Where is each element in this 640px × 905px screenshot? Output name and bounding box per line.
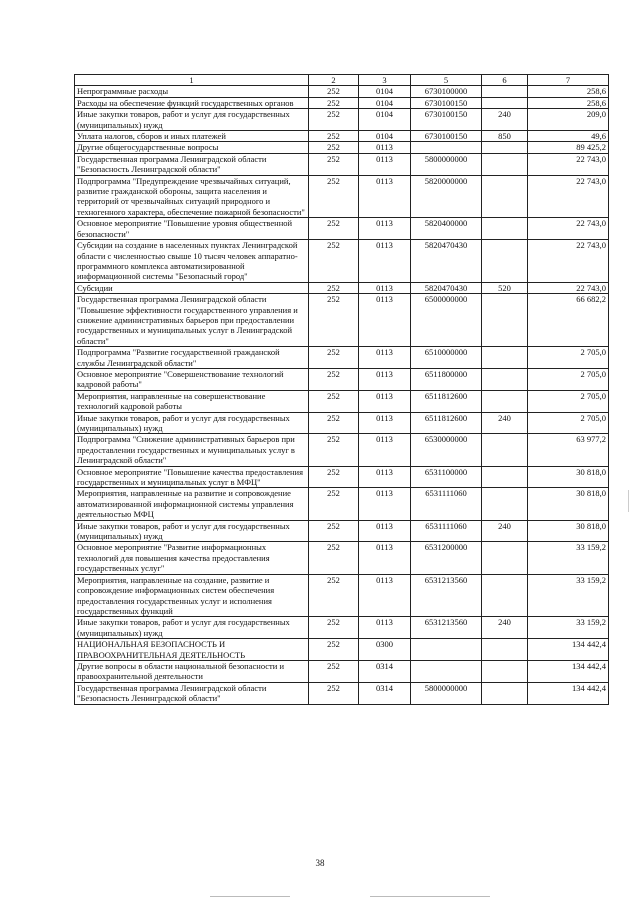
table-row — [75, 240, 609, 283]
row-section: 0113 — [359, 347, 411, 369]
row-kind — [482, 347, 528, 369]
row-name: Иные закупки товаров, работ и услуг для государственных (муниципальных) нужд — [75, 412, 309, 434]
header-cell: 2 — [309, 75, 359, 86]
row-target: 6531213560 — [411, 574, 482, 617]
row-sum: 2 705,0 — [528, 390, 609, 412]
table-row — [75, 294, 609, 347]
row-section: 0113 — [359, 466, 411, 488]
row-target: 6511812600 — [411, 390, 482, 412]
row-target: 6530000000 — [411, 434, 482, 466]
table-row — [75, 153, 609, 175]
row-sum: 30 818,0 — [528, 488, 609, 520]
row-target — [411, 639, 482, 661]
row-sum: 134 442,4 — [528, 682, 609, 704]
row-kind — [482, 390, 528, 412]
row-section: 0113 — [359, 412, 411, 434]
table-row — [75, 542, 609, 574]
row-target: 5820470430 — [411, 240, 482, 283]
row-code: 252 — [309, 153, 359, 175]
row-target: 6500000000 — [411, 294, 482, 347]
table-row — [75, 131, 609, 142]
row-name: Основное мероприятие "Повышение уровня общественной безопасности" — [75, 218, 309, 240]
row-kind — [482, 368, 528, 390]
row-kind: 240 — [482, 520, 528, 542]
row-code: 252 — [309, 466, 359, 488]
row-kind — [482, 240, 528, 283]
row-section: 0113 — [359, 542, 411, 574]
table-row — [75, 617, 609, 639]
table-row — [75, 488, 609, 520]
table-row — [75, 520, 609, 542]
row-kind — [482, 175, 528, 218]
row-name: Иные закупки товаров, работ и услуг для государственных (муниципальных) нужд — [75, 617, 309, 639]
row-sum: 2 705,0 — [528, 412, 609, 434]
row-kind — [482, 660, 528, 682]
row-name: Непрограммные расходы — [75, 86, 309, 97]
row-section: 0314 — [359, 682, 411, 704]
row-code: 252 — [309, 109, 359, 131]
row-target: 5800000000 — [411, 153, 482, 175]
row-code: 252 — [309, 639, 359, 661]
scan-artifact — [628, 490, 629, 512]
table-row — [75, 282, 609, 293]
header-cell: 6 — [482, 75, 528, 86]
row-target: 5820000000 — [411, 175, 482, 218]
row-target: 6531111060 — [411, 488, 482, 520]
row-code: 252 — [309, 520, 359, 542]
row-target: 6730100150 — [411, 131, 482, 142]
header-row — [75, 75, 609, 86]
row-section: 0314 — [359, 660, 411, 682]
row-sum: 2 705,0 — [528, 368, 609, 390]
budget-table — [74, 74, 609, 705]
row-code: 252 — [309, 142, 359, 153]
row-kind — [482, 466, 528, 488]
row-sum: 258,6 — [528, 86, 609, 97]
row-sum: 49,6 — [528, 131, 609, 142]
table-row — [75, 142, 609, 153]
row-target: 6511800000 — [411, 368, 482, 390]
row-name: Основное мероприятие "Повышение качества предоставления государственных и муниципальных услуг в МФЦ" — [75, 466, 309, 488]
row-name: Основное мероприятие "Совершенствование технологий кадровой работы" — [75, 368, 309, 390]
row-code: 252 — [309, 347, 359, 369]
table-row — [75, 466, 609, 488]
row-code: 252 — [309, 434, 359, 466]
row-section: 0113 — [359, 488, 411, 520]
row-code: 252 — [309, 218, 359, 240]
row-name: НАЦИОНАЛЬНАЯ БЕЗОПАСНОСТЬ И ПРАВООХРАНИТЕЛЬНАЯ ДЕЯТЕЛЬНОСТЬ — [75, 639, 309, 661]
row-kind — [482, 97, 528, 108]
table-row — [75, 109, 609, 131]
row-target: 5800000000 — [411, 682, 482, 704]
row-name: Основное мероприятие "Развитие информационных технологий для повышения качества предоставления государственных услуг" — [75, 542, 309, 574]
row-sum: 30 818,0 — [528, 520, 609, 542]
table-row — [75, 434, 609, 466]
header-cell: 7 — [528, 75, 609, 86]
row-kind: 240 — [482, 617, 528, 639]
row-sum: 33 159,2 — [528, 542, 609, 574]
row-kind: 240 — [482, 109, 528, 131]
row-sum: 22 743,0 — [528, 218, 609, 240]
row-name: Государственная программа Ленинградской области "Повышение эффективности государственного управления и снижение административных барьеров при предоставлении государственных и муниципальных услуг в Ленинградской области" — [75, 294, 309, 347]
row-section: 0113 — [359, 520, 411, 542]
row-code: 252 — [309, 574, 359, 617]
row-sum: 134 442,4 — [528, 639, 609, 661]
row-sum: 134 442,4 — [528, 660, 609, 682]
table-row — [75, 412, 609, 434]
row-sum: 33 159,2 — [528, 617, 609, 639]
row-name: Другие вопросы в области национальной безопасности и правоохранительной деятельности — [75, 660, 309, 682]
row-section: 0113 — [359, 617, 411, 639]
table-body — [75, 86, 609, 704]
row-target: 6511812600 — [411, 412, 482, 434]
row-name: Подпрограмма "Предупреждение чрезвычайных ситуаций, развитие гражданской обороны, защита населения и территорий от чрезвычайных ситуаций природного и техногенного характера, обеспечение пожарной безопасности" — [75, 175, 309, 218]
row-name: Государственная программа Ленинградской области "Безопасность Ленинградской области" — [75, 682, 309, 704]
row-code: 252 — [309, 240, 359, 283]
row-kind — [482, 153, 528, 175]
row-sum: 66 682,2 — [528, 294, 609, 347]
row-target: 6531111060 — [411, 520, 482, 542]
row-name: Иные закупки товаров, работ и услуг для государственных (муниципальных) нужд — [75, 520, 309, 542]
row-code: 252 — [309, 175, 359, 218]
row-name: Другие общегосударственные вопросы — [75, 142, 309, 153]
row-code: 252 — [309, 488, 359, 520]
row-target: 6531213560 — [411, 617, 482, 639]
row-sum: 22 743,0 — [528, 240, 609, 283]
row-name: Мероприятия, направленные на развитие и сопровождение автоматизированной информационной системы управления деятельностью МФЦ — [75, 488, 309, 520]
scan-artifact — [370, 896, 490, 897]
row-section: 0113 — [359, 240, 411, 283]
row-kind — [482, 639, 528, 661]
row-kind — [482, 542, 528, 574]
row-section: 0113 — [359, 218, 411, 240]
row-sum: 22 743,0 — [528, 175, 609, 218]
row-name: Уплата налогов, сборов и иных платежей — [75, 131, 309, 142]
row-name: Мероприятия, направленные на совершенствование технологий кадровой работы — [75, 390, 309, 412]
row-section: 0104 — [359, 97, 411, 108]
row-kind — [482, 488, 528, 520]
row-section: 0113 — [359, 434, 411, 466]
row-name: Мероприятия, направленные на создание, развитие и сопровождение информационных систем обеспечения предоставления государственных услуг и исполнения государственных функций — [75, 574, 309, 617]
row-name: Государственная программа Ленинградской области "Безопасность Ленинградской области" — [75, 153, 309, 175]
row-code: 252 — [309, 368, 359, 390]
row-sum: 33 159,2 — [528, 574, 609, 617]
row-sum: 209,0 — [528, 109, 609, 131]
row-section: 0113 — [359, 390, 411, 412]
row-kind — [482, 294, 528, 347]
row-target: 5820470430 — [411, 282, 482, 293]
row-section: 0113 — [359, 142, 411, 153]
row-section: 0113 — [359, 175, 411, 218]
table-row — [75, 368, 609, 390]
row-code: 252 — [309, 97, 359, 108]
row-section: 0113 — [359, 574, 411, 617]
table-row — [75, 97, 609, 108]
table-row — [75, 682, 609, 704]
row-sum: 2 705,0 — [528, 347, 609, 369]
row-sum: 89 425,2 — [528, 142, 609, 153]
row-sum: 30 818,0 — [528, 466, 609, 488]
row-section: 0300 — [359, 639, 411, 661]
row-sum: 258,6 — [528, 97, 609, 108]
row-kind — [482, 86, 528, 97]
row-name: Субсидии на создание в населенных пунктах Ленинградской области с численностью свыше 10 тысяч человек аппаратно-программного комплекса автоматизированной информационной системы "Безопасный город" — [75, 240, 309, 283]
row-code: 252 — [309, 131, 359, 142]
table-row — [75, 347, 609, 369]
row-target: 6531100000 — [411, 466, 482, 488]
row-kind: 850 — [482, 131, 528, 142]
row-sum: 63 977,2 — [528, 434, 609, 466]
row-kind — [482, 142, 528, 153]
scan-artifact — [210, 896, 290, 897]
row-target: 5820400000 — [411, 218, 482, 240]
table-row — [75, 660, 609, 682]
page-number: 38 — [315, 858, 325, 868]
row-code: 252 — [309, 542, 359, 574]
row-sum: 22 743,0 — [528, 153, 609, 175]
row-target: 6510000000 — [411, 347, 482, 369]
row-name: Подпрограмма "Снижение административных барьеров при предоставлении государственных и муниципальных услуг в Ленинградской области" — [75, 434, 309, 466]
row-section: 0113 — [359, 294, 411, 347]
header-cell: 3 — [359, 75, 411, 86]
row-target: 6730100150 — [411, 109, 482, 131]
row-code: 252 — [309, 660, 359, 682]
row-code: 252 — [309, 282, 359, 293]
table-row — [75, 175, 609, 218]
row-kind — [482, 574, 528, 617]
table-row — [75, 574, 609, 617]
row-section: 0104 — [359, 86, 411, 97]
row-kind — [482, 218, 528, 240]
table-row — [75, 218, 609, 240]
row-target — [411, 660, 482, 682]
row-code: 252 — [309, 682, 359, 704]
row-section: 0113 — [359, 153, 411, 175]
header-cell: 1 — [75, 75, 309, 86]
header-cell: 5 — [411, 75, 482, 86]
row-target: 6730100150 — [411, 97, 482, 108]
row-sum: 22 743,0 — [528, 282, 609, 293]
table-row — [75, 86, 609, 97]
table-row — [75, 390, 609, 412]
row-code: 252 — [309, 412, 359, 434]
row-kind — [482, 434, 528, 466]
row-code: 252 — [309, 86, 359, 97]
row-section: 0113 — [359, 368, 411, 390]
row-kind: 520 — [482, 282, 528, 293]
row-code: 252 — [309, 294, 359, 347]
row-name: Иные закупки товаров, работ и услуг для государственных (муниципальных) нужд — [75, 109, 309, 131]
row-kind — [482, 682, 528, 704]
table-row — [75, 639, 609, 661]
row-target: 6531200000 — [411, 542, 482, 574]
row-kind: 240 — [482, 412, 528, 434]
row-section: 0113 — [359, 282, 411, 293]
row-target: 6730100000 — [411, 86, 482, 97]
row-code: 252 — [309, 390, 359, 412]
row-section: 0104 — [359, 109, 411, 131]
row-code: 252 — [309, 617, 359, 639]
row-name: Субсидии — [75, 282, 309, 293]
row-section: 0104 — [359, 131, 411, 142]
row-name: Расходы на обеспечение функций государственных органов — [75, 97, 309, 108]
row-target — [411, 142, 482, 153]
row-name: Подпрограмма "Развитие государственной гражданской службы Ленинградской области" — [75, 347, 309, 369]
